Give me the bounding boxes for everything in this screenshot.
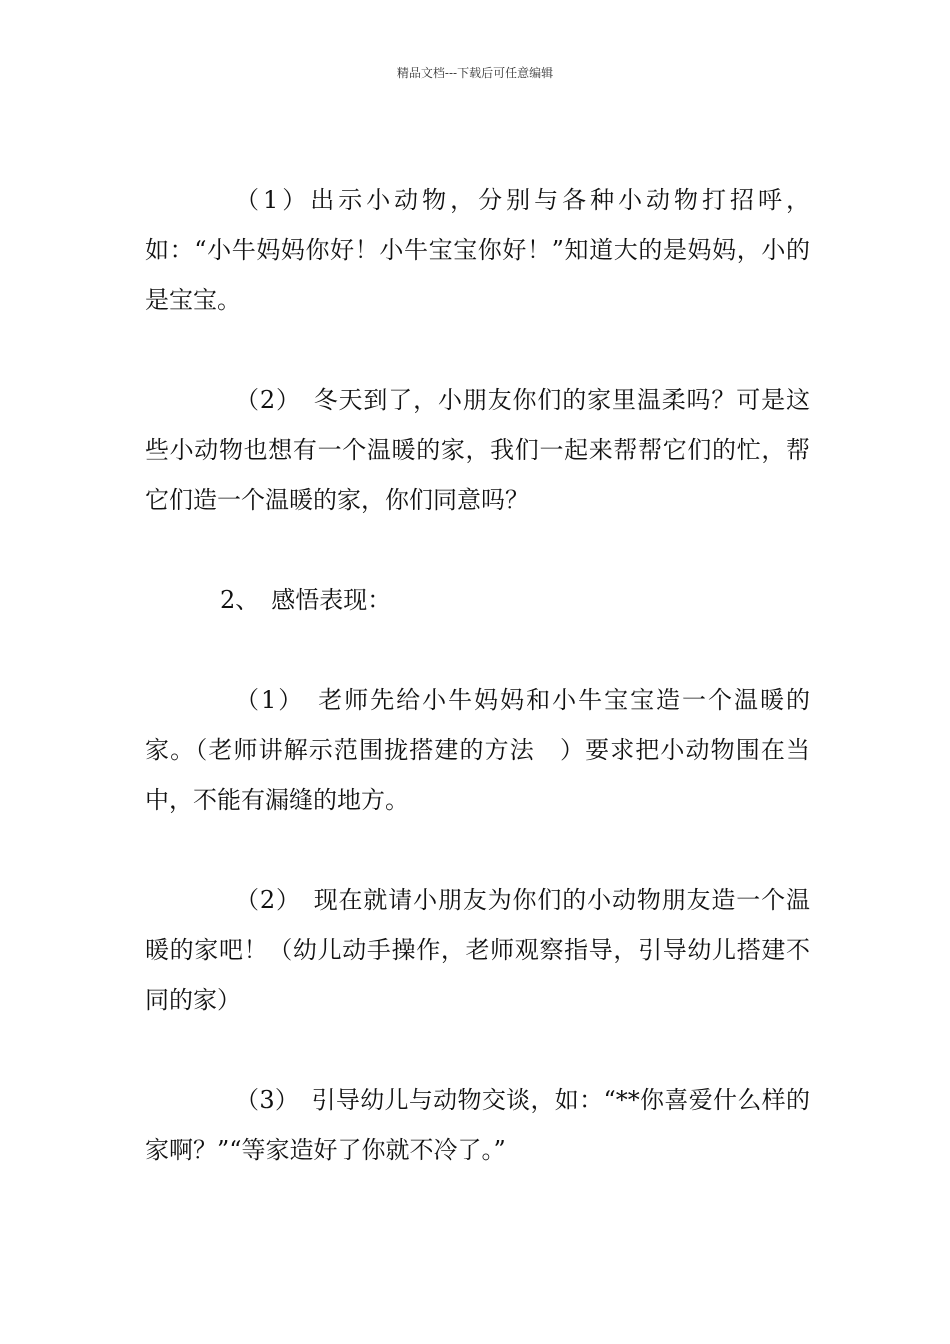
document-body [145,175,810,1175]
paragraph-2: （2） 冬天到了，小朋友你们的家里温柔吗？可是这些小动物也想有一个温暖的家，我们一起来帮帮它们的忙，帮它们造一个温暖的家，你们同意吗？ [145,386,810,514]
page-header: 精品文档---下载后可任意编辑 [396,66,554,80]
paragraph-1: （1）出示小动物，分别与各种小动物打招呼，如：“小牛妈妈你好！小牛宝宝你好！”知道大的是妈妈，小的是宝宝。 [145,186,810,314]
section-heading: 2、 感悟表现： [220,586,392,614]
paragraph-5: （3） 引导幼儿与动物交谈，如：“**你喜爱什么样的家啊？”“等家造好了你就不冷了。” [145,1086,810,1164]
paragraph-4: （2） 现在就请小朋友为你们的小动物朋友造一个温暖的家吧！（幼儿动手操作，老师观察指导，引导幼儿搭建不同的家） [145,886,810,1014]
paragraph-3: （1） 老师先给小牛妈妈和小牛宝宝造一个温暖的家。（老师讲解示范围拢搭建的方法 ）要求把小动物围在当中，不能有漏缝的地方。 [145,686,810,814]
